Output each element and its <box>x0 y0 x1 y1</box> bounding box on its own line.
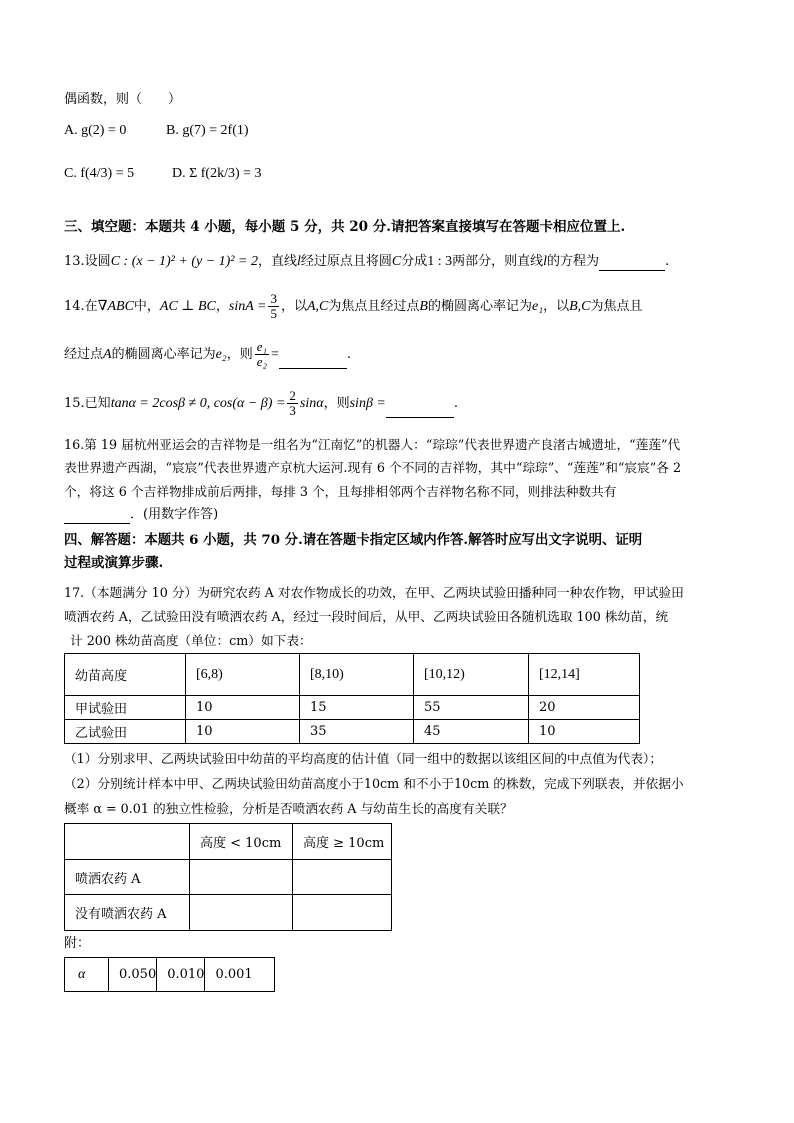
table-cell: 0.050 <box>109 958 157 992</box>
q12-option-b: B. g(7) = 2f(1) <box>166 123 249 138</box>
table-header-cell: [8,10) <box>300 654 414 696</box>
table-header-cell: 高度 ≥ 10cm <box>293 824 392 860</box>
question-14-line-1: 14.在∇ABC中，AC ⊥ BC，sinA = $\frac{3}{5}$ ，以A,C为焦点且经过点B的椭圆离心率记为e₁，以B,C为焦点且 <box>64 291 643 321</box>
table-cell <box>293 860 392 895</box>
q12-stem-tail: 偶函数，则（ ） <box>64 92 182 107</box>
section-4-heading-line-2: 过程或演算步骤. <box>64 555 164 571</box>
contingency-table <box>64 823 392 931</box>
table-cell: 0.010 <box>157 958 205 992</box>
table-row <box>65 895 392 931</box>
table-cell: 没有喷洒农药 A <box>65 895 190 931</box>
q12-option-a: A. g(2) = 0 <box>64 123 127 138</box>
question-17-line-2: 喷洒农药 A，乙试验田没有喷洒农药 A，经过一段时间后，从甲、乙两块试验田各随机选取 100 株幼苗，统 <box>64 609 669 624</box>
q15-fraction: $\frac{2}{3}$ <box>289 388 296 418</box>
table-cell: 10 <box>186 696 300 720</box>
table-cell <box>293 895 392 931</box>
table-header-cell: 幼苗高度 <box>65 654 186 696</box>
question-13: 13.设圆C : (x − 1)² + (y − 1)² = 2，直线l经过原点且将圆C分成1 : 3两部分，则直线l的方程为 . <box>64 254 670 269</box>
table-cell: 45 <box>414 720 529 744</box>
question-14-line-2: 经过点A的椭圆离心率记为e₂，则 $\frac{\text{e₁}}{\text{e₂}}$ = . <box>64 339 352 369</box>
question-17-line-3: 计 200 株幼苗高度（单位：cm）如下表： <box>70 633 312 648</box>
table-header-cell: [12,14] <box>529 654 640 696</box>
table-header-cell: 高度 < 10cm <box>190 824 293 860</box>
seedling-height-table <box>64 653 640 744</box>
section-4-heading-line-1: 四、解答题：本题共 6 小题，共 70 分.请在答题卡指定区域内作答.解答时应写出文字说明、证明 <box>64 532 643 548</box>
table-cell: 35 <box>300 720 414 744</box>
q13-answer-blank <box>599 256 665 271</box>
table-cell: 10 <box>529 720 640 744</box>
q14-fraction: $\frac{3}{5}$ <box>270 291 277 321</box>
question-17-part-2-line-2: 概率 α = 0.01 的独立性检验，分析是否喷洒农药 A 与幼苗生长的高度有关联？ <box>64 801 513 816</box>
question-17-line-1: 17.（本题满分 10 分）为研究农药 A 对农作物成长的功效，在甲、乙两块试验田播种同一种农作物，甲试验田 <box>64 585 684 600</box>
table-row <box>65 958 275 992</box>
question-16-line-3: 个，将这 6 个吉祥物排成前后两排，每排 3 个，且每排相邻两个吉祥物名称不同，则排法种数共有 <box>64 484 617 499</box>
table-header-cell <box>65 824 190 860</box>
q14-answer-blank <box>279 354 347 369</box>
table-cell: 喷洒农药 A <box>65 860 190 895</box>
table-header-cell: [6,8) <box>186 654 300 696</box>
table-cell: 甲试验田 <box>65 696 186 720</box>
q12-option-d: D. Σ f(2k/3) = 3 <box>172 166 262 181</box>
alpha-table <box>64 957 275 992</box>
table-cell: 55 <box>414 696 529 720</box>
table-cell: 15 <box>300 696 414 720</box>
table-cell: 乙试验田 <box>65 720 186 744</box>
table-header-row <box>65 654 640 696</box>
question-16-line-1: 16.第 19 届杭州亚运会的吉祥物是一组名为“江南忆”的机器人：“琮琮”代表世界遗产良渚古城遗址，“莲莲”代 <box>64 437 681 452</box>
table-header-row <box>65 824 392 860</box>
question-17-part-1: （1）分别求甲、乙两块试验田中幼苗的平均高度的估计值（同一组中的数据以该组区间的中点值为代表）； <box>64 751 663 766</box>
question-16-line-4: ．(用数字作答) <box>64 506 218 524</box>
table-header-cell: [10,12) <box>414 654 529 696</box>
table-cell: 10 <box>186 720 300 744</box>
q14-ratio-fraction: $\frac{\text{e₁}}{\text{e₂}}$ <box>256 339 267 369</box>
table-row <box>65 696 640 720</box>
appendix-label: 附： <box>64 936 91 951</box>
section-3-heading: 三、填空题：本题共 4 小题，每小题 5 分，共 20 分.请把答案直接填写在答题卡相应位置上. <box>64 219 626 235</box>
question-16-line-2: 表世界遗产西湖，“宸宸”代表世界遗产京杭大运河.现有 6 个不同的吉祥物，其中“琮琮”、“莲莲”和“宸宸”各 2 <box>64 460 682 475</box>
table-row <box>65 860 392 895</box>
q16-answer-blank <box>64 509 130 524</box>
table-cell: α <box>65 958 109 992</box>
question-17-part-2-line-1: （2）分别统计样本中甲、乙两块试验田幼苗高度小于10cm 和不小于10cm 的株数，完成下列联表，并依据小 <box>64 776 684 791</box>
table-cell <box>190 895 293 931</box>
table-row <box>65 720 640 744</box>
table-cell: 0.001 <box>205 958 275 992</box>
table-cell: 20 <box>529 696 640 720</box>
table-cell <box>190 860 293 895</box>
q12-option-c: C. f(4/3) = 5 <box>64 166 135 181</box>
q15-answer-blank <box>386 403 454 418</box>
question-15: 15.已知tanα = 2cosβ ≠ 0, cos(α − β) = $\frac{2}{3}$ sinα，则sinβ = . <box>64 388 459 418</box>
